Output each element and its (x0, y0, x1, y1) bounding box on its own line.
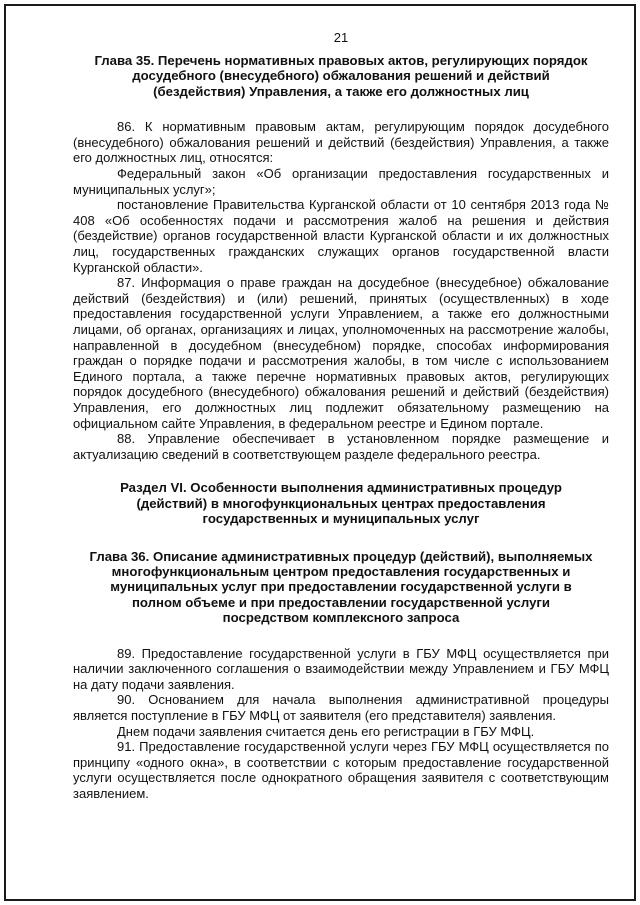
heading-line: полном объеме и при предоставлении государственной услуги (131, 594, 551, 610)
heading-line: досудебного (внесудебного) обжалования решений и действий (132, 68, 550, 84)
paragraph-89: 89. Предоставление государственной услуги в ГБУ МФЦ осуществляется при наличии заключенного соглашения о взаимодействии между Управлением и ГБУ МФЦ на дату подачи заявления. (73, 645, 609, 692)
heading-line: Глава 36. Описание административных процедур (действий), выполняемых (89, 548, 593, 564)
paragraph-88: 88. Управление обеспечивает в установленном порядке размещение и актуализацию сведений в соответствующем разделе федерального реестра. (73, 431, 609, 462)
heading-line: государственных и муниципальных услуг (202, 511, 480, 527)
page-number: 21 (333, 30, 349, 45)
paragraph-resolution-408: постановление Правительства Курганской области от 10 сентября 2013 года № 408 «Об особенностях подачи и рассмотрения жалоб на решения и действия (бездействие) органов государственной власти Курганской области и их должностных лиц, государственных гражданских служащих органов государственной власти Курганской области». (73, 197, 609, 275)
chapter-36-title (73, 549, 609, 626)
paragraph-90: 90. Основанием для начала выполнения административной процедуры является поступление в ГБУ МФЦ от заявителя (его представителя) заявления. (73, 692, 609, 723)
heading-line: Раздел VI. Особенности выполнения административных процедур (120, 480, 562, 496)
document-page (73, 30, 609, 801)
paragraph-submission-day: Днем подачи заявления считается день его регистрации в ГБУ МФЦ. (117, 723, 535, 739)
heading-line: (действий) в многофункциональных центрах предоставления (136, 495, 546, 511)
heading-line: (бездействия) Управления, а также его должностных лиц (153, 83, 529, 99)
paragraph-86: 86. К нормативным правовым актам, регулирующим порядок досудебного (внесудебного) обжалования решений и действий (бездействия) Управления, а также его должностных лиц, относятся: (73, 119, 609, 166)
section-6-title (73, 480, 609, 526)
heading-line: муниципальных услуг при предоставлении государственной услуги в (110, 579, 572, 595)
heading-line: многофункциональным центром предоставления государственных и (111, 563, 571, 579)
paragraph-91: 91. Предоставление государственной услуги через ГБУ МФЦ осуществляется по принципу «одного окна», в соответствии с которым предоставление государственной услуги осуществляется после однократного обращения заявителя с соответствующим заявлением. (73, 739, 609, 801)
chapter-35-title (73, 53, 609, 99)
paragraph-87: 87. Информация о праве граждан на досудебное (внесудебное) обжалование действий (бездействия) и (или) решений, принятых (осуществленных) в ходе предоставления государственной услуги Управлением, а также его должностными лицами, об органах, организациях и лицах, уполномоченных на рассмотрение жалобы, направленной в досудебном (внесудебном) порядке, способах информирования граждан о порядке подачи и рассмотрения жалобы, в том числе с использованием Единого портала, а также перечне нормативных правовых актов, регулирующих порядок досудебного (внесудебного) обжалования решений и действий (бездействия) Управления, его должностных лиц подлежит обязательному размещению на официальном сайте Управления, в федеральном реестре и Едином портале. (73, 275, 609, 431)
paragraph-federal-law: Федеральный закон «Об организации предоставления государственных и муниципальных услуг»; (73, 166, 609, 197)
heading-line: посредством комплексного запроса (222, 610, 460, 626)
heading-line: Глава 35. Перечень нормативных правовых актов, регулирующих порядок (94, 53, 588, 68)
